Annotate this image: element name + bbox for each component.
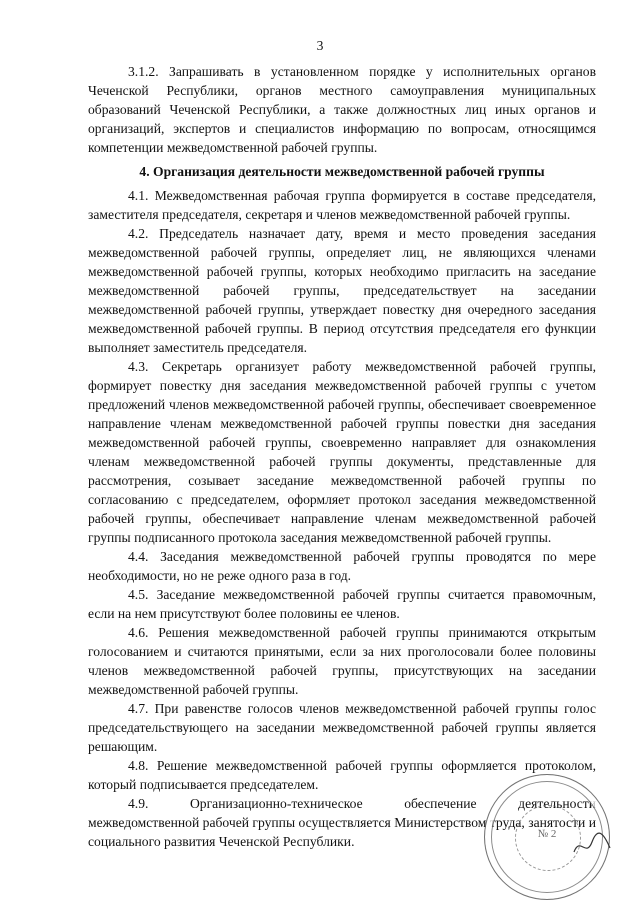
signature-mark [572, 830, 612, 860]
paragraph-4-3: 4.3. Секретарь организует работу межведомственной рабочей группы, формирует повестку дня заседания межведомственной рабочей группы с учетом предложений членов межведомственной рабочей группы, обеспечивает своевременное направление членам межведомственной рабочей группы повестки дня заседания межведомственной рабочей группы, своевременно направляет для ознакомления членам межведомственной рабочей группы документы, представленные для рассмотрения, созывает заседание межведомственной рабочей группы по согласованию с председателем, оформляет протокол заседания межведомственной рабочей группы, обеспечивает направление членам межведомственной рабочей группы подписанного протокола заседания межведомственной рабочей группы. [88, 359, 596, 545]
paragraph-4-8: 4.8. Решение межведомственной рабочей группы оформляется протоколом, который подписывается председателем. [88, 758, 596, 792]
paragraph-4-1: 4.1. Межведомственная рабочая группа формируется в составе председателя, заместителя председателя, секретаря и членов межведомственной рабочей группы. [88, 188, 596, 222]
paragraph-3-1-2: 3.1.2. Запрашивать в установленном порядке у исполнительных органов Чеченской Республики, органов местного самоуправления муниципальных образований Чеченской Республики, а также должностных лиц иных органов и организаций, экспертов и специалистов информацию по вопросам, относящимся компетенции межведомственной рабочей группы. [88, 64, 596, 155]
paragraph-4-7: 4.7. При равенстве голосов членов межведомственной рабочей группы голос председательствующего на заседании межведомственной рабочей группы является решающим. [88, 701, 596, 754]
paragraph-4-9: 4.9. Организационно-техническое обеспечение деятельности межведомственной рабочей группы осуществляется Министерством труда, занятости и социального развития Чеченской Республики. [88, 796, 596, 849]
document-body [88, 62, 596, 851]
paragraph-4-6: 4.6. Решения межведомственной рабочей группы принимаются открытым голосованием и считаются принятыми, если за них проголосовали более половины членов межведомственной рабочей группы, присутствующих на заседании межведомственной рабочей группы. [88, 625, 596, 697]
paragraph-4-4: 4.4. Заседания межведомственной рабочей группы проводятся по мере необходимости, но не реже одного раза в год. [88, 549, 596, 583]
seal-number: № 2 [537, 828, 557, 840]
paragraph-4-5: 4.5. Заседание межведомственной рабочей группы считается правомочным, если на нем присутствуют более половины ее членов. [88, 587, 596, 621]
page-number: 3 [316, 38, 324, 53]
paragraph-4-2: 4.2. Председатель назначает дату, время и место проведения заседания межведомственной рабочей группы, определяет лиц, не являющихся членами межведомственной рабочей группы, которых необходимо пригласить на заседание межведомственной рабочей группы, председательствует на заседании межведомственной рабочей группы, утверждает повестку дня очередного заседания межведомственной рабочей группы. В период отсутствия председателя его функции выполняет заместитель председателя. [88, 226, 596, 355]
section-heading-4: 4. Организация деятельности межведомственной рабочей группы [139, 164, 545, 179]
